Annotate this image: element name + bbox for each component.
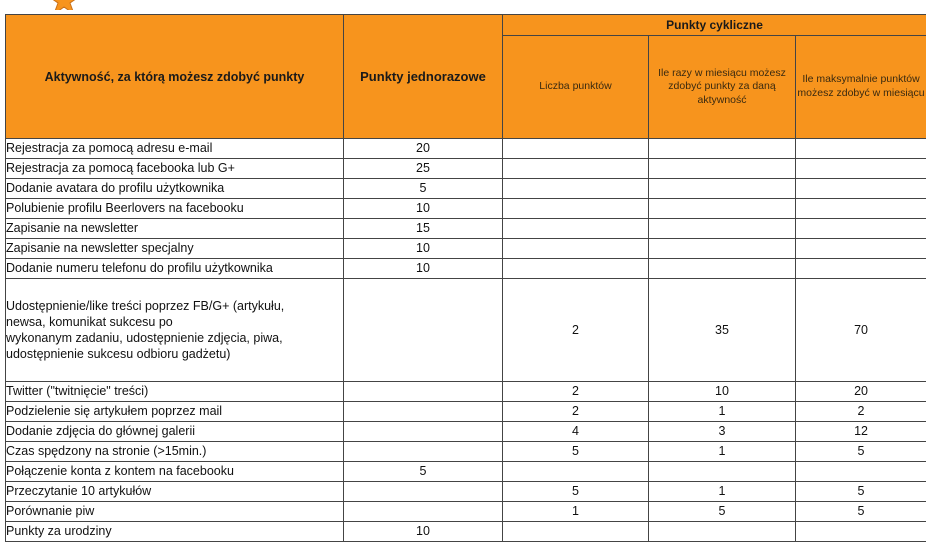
- table-row: [6, 279, 926, 382]
- times-per-month-cell: 1: [649, 402, 796, 422]
- activity-column-header: Aktywność, za którą możesz zdobyć punkty: [6, 15, 344, 139]
- times-per-month-cell: [649, 462, 796, 482]
- one-time-points-cell: 10: [344, 199, 503, 219]
- points-count-header: Liczba punktów: [503, 36, 649, 139]
- activity-cell: Czas spędzony na stronie (>15min.): [6, 442, 344, 462]
- one-time-points-label: Punkty jednorazowe: [344, 68, 502, 86]
- max-per-month-cell: 70: [796, 279, 926, 382]
- activity-cell: Dodanie zdjęcia do głównej galerii: [6, 422, 344, 442]
- times-per-month-cell: 1: [649, 482, 796, 502]
- table-row: [6, 442, 926, 462]
- times-per-month-cell: [649, 522, 796, 542]
- max-per-month-cell: 12: [796, 422, 926, 442]
- points-count-cell: 2: [503, 279, 649, 382]
- table-row: [6, 422, 926, 442]
- one-time-points-header: [344, 15, 503, 139]
- max-per-month-cell: 20: [796, 382, 926, 402]
- times-per-month-cell: [649, 219, 796, 239]
- max-per-month-cell: 5: [796, 502, 926, 522]
- activity-cell: Rejestracja za pomocą facebooka lub G+: [6, 159, 344, 179]
- max-per-month-cell: [796, 239, 926, 259]
- times-per-month-cell: 3: [649, 422, 796, 442]
- points-count-cell: 4: [503, 422, 649, 442]
- times-per-month-cell: 10: [649, 382, 796, 402]
- points-count-cell: [503, 259, 649, 279]
- activity-cell: Dodanie numeru telefonu do profilu użytkownika: [6, 259, 344, 279]
- activity-cell: [6, 279, 344, 382]
- points-count-cell: [503, 159, 649, 179]
- max-per-month-cell: [796, 522, 926, 542]
- activity-line: wykonanym zadaniu, udostępnienie zdjęcia, piwa,: [6, 330, 343, 346]
- times-per-month-cell: 5: [649, 502, 796, 522]
- activity-line: newsa, komunikat sukcesu po: [6, 314, 343, 330]
- max-per-month-cell: [796, 179, 926, 199]
- points-count-cell: [503, 522, 649, 542]
- one-time-points-cell: [344, 442, 503, 462]
- max-per-month-cell: 5: [796, 442, 926, 462]
- table-row: [6, 462, 926, 482]
- activity-cell: Połączenie konta z kontem na facebooku: [6, 462, 344, 482]
- activity-cell: Punkty za urodziny: [6, 522, 344, 542]
- points-count-cell: [503, 239, 649, 259]
- one-time-points-cell: [344, 422, 503, 442]
- max-per-month-cell: [796, 199, 926, 219]
- max-per-month-cell: [796, 159, 926, 179]
- times-per-month-cell: [649, 239, 796, 259]
- max-per-month-cell: [796, 139, 926, 159]
- points-count-cell: [503, 219, 649, 239]
- activity-line: udostępnienie sukcesu odbioru gadżetu): [6, 346, 343, 362]
- one-time-points-cell: 10: [344, 239, 503, 259]
- table-row: [6, 382, 926, 402]
- one-time-points-cell: 10: [344, 522, 503, 542]
- max-per-month-cell: [796, 462, 926, 482]
- table-row: [6, 502, 926, 522]
- table-row: [6, 482, 926, 502]
- table-row: [6, 159, 926, 179]
- times-per-month-cell: 1: [649, 442, 796, 462]
- activity-cell: Zapisanie na newsletter: [6, 219, 344, 239]
- activity-cell: Podzielenie się artykułem poprzez mail: [6, 402, 344, 422]
- points-count-cell: [503, 199, 649, 219]
- times-per-month-cell: [649, 159, 796, 179]
- one-time-points-cell: 25: [344, 159, 503, 179]
- table-row: [6, 239, 926, 259]
- table-row: [6, 199, 926, 219]
- activity-cell: Przeczytanie 10 artykułów: [6, 482, 344, 502]
- table-row: [6, 522, 926, 542]
- one-time-points-cell: 5: [344, 462, 503, 482]
- points-count-cell: 2: [503, 382, 649, 402]
- points-count-cell: 5: [503, 442, 649, 462]
- times-per-month-cell: [649, 259, 796, 279]
- points-count-cell: 1: [503, 502, 649, 522]
- one-time-points-cell: [344, 279, 503, 382]
- points-count-cell: [503, 179, 649, 199]
- activity-cell: Twitter ("twitnięcie" treści): [6, 382, 344, 402]
- one-time-points-cell: 15: [344, 219, 503, 239]
- activity-cell: Rejestracja za pomocą adresu e-mail: [6, 139, 344, 159]
- times-per-month-cell: [649, 199, 796, 219]
- one-time-points-cell: 20: [344, 139, 503, 159]
- activity-cell: Zapisanie na newsletter specjalny: [6, 239, 344, 259]
- one-time-points-cell: [344, 482, 503, 502]
- activity-cell: Polubienie profilu Beerlovers na facebooku: [6, 199, 344, 219]
- star-logo-icon: [44, 0, 84, 10]
- max-per-month-header: Ile maksymalnie punktów możesz zdobyć w miesiącu: [796, 36, 926, 139]
- activity-line: Udostępnienie/like treści poprzez FB/G+ (artykułu,: [6, 298, 343, 314]
- max-per-month-cell: 2: [796, 402, 926, 422]
- max-per-month-cell: [796, 259, 926, 279]
- max-per-month-cell: 5: [796, 482, 926, 502]
- activity-cell: Dodanie avatara do profilu użytkownika: [6, 179, 344, 199]
- points-count-cell: 2: [503, 402, 649, 422]
- table-row: [6, 402, 926, 422]
- points-table: [5, 14, 926, 542]
- activity-cell: Porównanie piw: [6, 502, 344, 522]
- cyclic-points-header: Punkty cykliczne: [503, 15, 926, 36]
- points-count-cell: 5: [503, 482, 649, 502]
- max-per-month-cell: [796, 219, 926, 239]
- points-count-cell: [503, 139, 649, 159]
- times-per-month-cell: [649, 139, 796, 159]
- table-row: [6, 139, 926, 159]
- times-per-month-header: Ile razy w miesiącu możesz zdobyć punkty za daną aktywność: [649, 36, 796, 139]
- one-time-points-cell: 5: [344, 179, 503, 199]
- one-time-points-cell: [344, 502, 503, 522]
- times-per-month-cell: [649, 179, 796, 199]
- one-time-points-cell: [344, 402, 503, 422]
- table-row: [6, 179, 926, 199]
- table-row: [6, 219, 926, 239]
- table-row: [6, 259, 926, 279]
- times-per-month-cell: 35: [649, 279, 796, 382]
- points-count-cell: [503, 462, 649, 482]
- one-time-points-cell: [344, 382, 503, 402]
- one-time-points-cell: 10: [344, 259, 503, 279]
